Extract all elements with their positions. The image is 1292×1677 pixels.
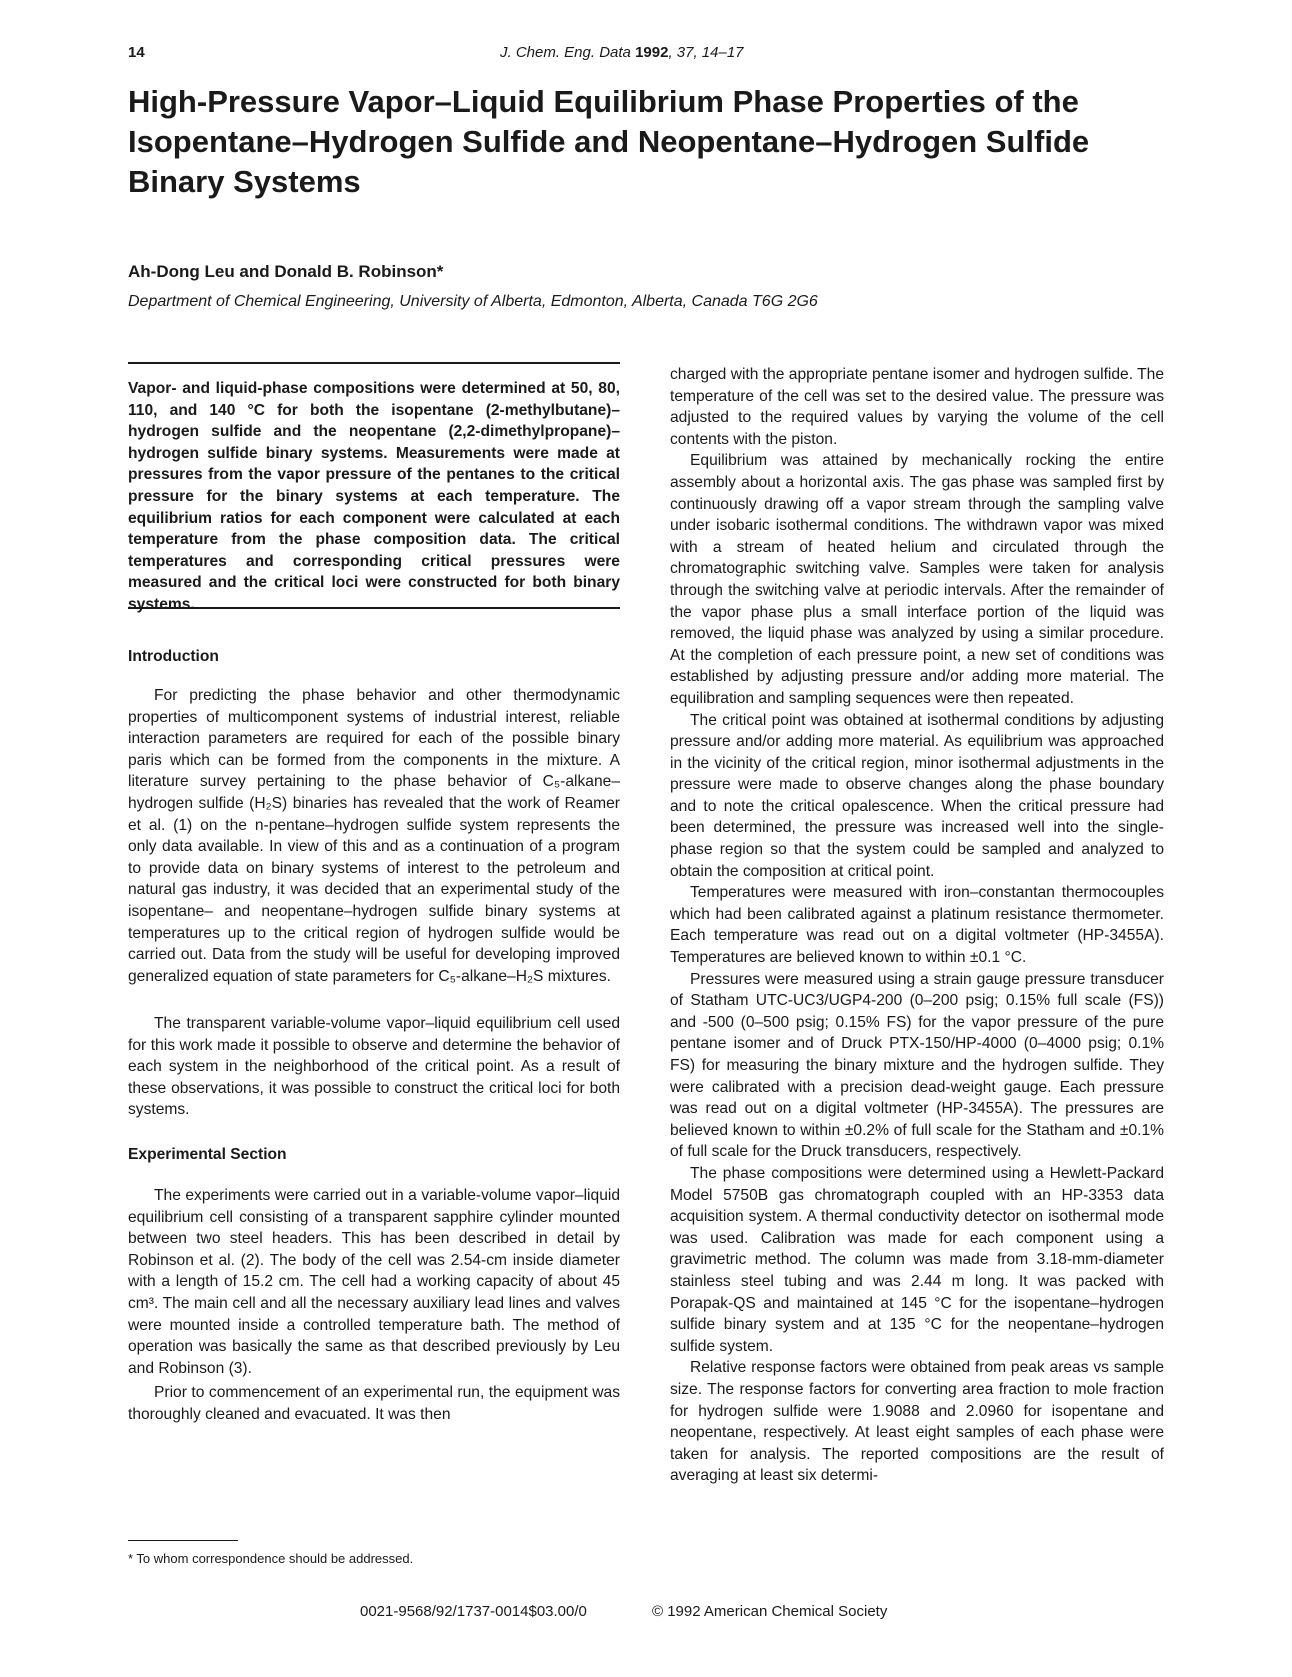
authors: Ah-Dong Leu and Donald B. Robinson* bbox=[128, 262, 444, 281]
page-number: 14 bbox=[128, 44, 145, 61]
body-paragraph: The critical point was obtained at isothermal conditions by adjusting pressure and/or adding more material. As equilibrium was approached in the vicinity of the critical region, minor isothermal adjustments in the pressure were made to observe changes along the phase boundary and to note the critical opalescence. When the critical pressure had been determined, the pressure was increased well into the single-phase region so that the system could be sampled and analyzed to obtain the composition at critical point. bbox=[670, 711, 1164, 880]
body-paragraph: Relative response factors were obtained from peak areas vs sample size. The response factors for converting area fraction to mole fraction for hydrogen sulfide were 1.9088 and 2.0960 for isopentane and neopentane, respectively. At least eight samples of each phase were taken for analysis. The reported compositions are the result of averaging at least six determi- bbox=[670, 1359, 1164, 1485]
introduction-paragraph: The transparent variable-volume vapor–liquid equilibrium cell used for this work made it possible to observe and determine the behavior of each system in the neighborhood of the critical point. As a result of these observations, it was possible to construct the critical loci for both systems. bbox=[128, 1015, 620, 1119]
body-paragraph: The phase compositions were determined using a Hewlett-Packard Model 5750B gas chromatograph coupled with an HP-3353 data acquisition system. A thermal conductivity detector on isothermal mode was used. Calibration was made for each component using a gravimetric method. The column was made from 3.18-mm-diameter stainless steel tubing and was 2.44 m long. It was packed with Porapak-QS and maintained at 145 °C for the isopentane–hydrogen sulfide binary system and at 135 °C for the neopentane–hydrogen sulfide system. bbox=[670, 1164, 1164, 1355]
footer-copyright: © 1992 American Chemical Society bbox=[652, 1603, 888, 1620]
affiliation: Department of Chemical Engineering, University of Alberta, Edmonton, Alberta, Canada T6G 2G6 bbox=[128, 293, 818, 310]
abstract: Vapor- and liquid-phase compositions were determined at 50, 80, 110, and 140 °C for both the isopentane (2-methylbutane)–hydrogen sulfide and the neopentane (2,2-dimethylpropane)–hydrogen sulfide binary systems. Measurements were made at pressures from the vapor pressure of the pentanes to the critical pressure for the binary systems at each temperature. The equilibrium ratios for each component were calculated at each temperature from the phase composition data. The critical temperatures and corresponding critical pressures were measured and the critical loci were constructed for both binary systems. bbox=[128, 380, 620, 613]
body-paragraph: Equilibrium was attained by mechanically rocking the entire assembly about a horizontal axis. The gas phase was sampled first by continuously drawing off a vapor stream through the sampling valve under isobaric isothermal conditions. The withdrawn vapor was mixed with a stream of heated helium and circulated through the chromatographic switching valve. Samples were taken for analysis through the switching valve at periodic intervals. After the remainder of the vapor phase plus a small interface portion of the liquid was removed, the liquid phase was analyzed by using a similar procedure. At the completion of each pressure point, a new set of conditions was established by adjusting pressure and/or adding more material. The equilibration and sampling sequences were then repeated. bbox=[670, 452, 1164, 707]
journal-volume-pages: , 37, 14–17 bbox=[668, 44, 744, 61]
abstract-top-rule bbox=[128, 362, 620, 364]
journal-citation bbox=[500, 44, 744, 61]
article-title: High-Pressure Vapor–Liquid Equilibrium Phase Properties of the Isopentane–Hydrogen Sulfide and Neopentane–Hydrogen Sulfide Binary Systems bbox=[128, 84, 1090, 199]
introduction-heading: Introduction bbox=[128, 648, 219, 665]
footnote-rule bbox=[128, 1540, 238, 1541]
abstract-bottom-rule bbox=[128, 607, 620, 609]
footer-code: 0021-9568/92/1737-0014$03.00/0 bbox=[360, 1603, 587, 1620]
experimental-paragraph: Prior to commencement of an experimental run, the equipment was thoroughly cleaned and evacuated. It was then bbox=[128, 1384, 620, 1423]
journal-year: 1992 bbox=[635, 44, 669, 61]
footnote: * To whom correspondence should be addressed. bbox=[128, 1551, 414, 1566]
body-paragraph: charged with the appropriate pentane isomer and hydrogen sulfide. The temperature of the cell was set to the desired value. The pressure was adjusted to the required values by varying the volume of the cell contents with the piston. bbox=[670, 366, 1164, 448]
introduction-paragraph: For predicting the phase behavior and other thermodynamic properties of multicomponent systems of industrial interest, reliable interaction parameters are required for each of the possible binary paris which can be formed from the components in the mixture. A literature survey pertaining to the phase behavior of C₅-alkane–hydrogen sulfide (H₂S) binaries has revealed that the work of Reamer et al. (1) on the n-pentane–hydrogen sulfide system represents the only data available. In view of this and as a continuation of a program to provide data on binary systems of interest to the petroleum and natural gas industry, it was decided that an experimental study of the isopentane– and neopentane–hydrogen sulfide binary systems at temperatures up to the critical region of hydrogen sulfide would be carried out. Data from the study will be useful for developing improved generalized equation of state parameters for C₅-alkane–H₂S mixtures. bbox=[128, 687, 620, 985]
right-column bbox=[670, 364, 1164, 1487]
experimental-paragraph: The experiments were carried out in a variable-volume vapor–liquid equilibrium cell consisting of a transparent sapphire cylinder mounted between two steel headers. This has been described in detail by Robinson et al. (2). The body of the cell was 2.54-cm inside diameter with a length of 15.2 cm. The cell had a working capacity of about 45 cm³. The main cell and all the necessary auxiliary lead lines and valves were mounted inside a controlled temperature bath. The method of operation was basically the same as that described previously by Leu and Robinson (3). bbox=[128, 1187, 620, 1377]
body-paragraph: Temperatures were measured with iron–constantan thermocouples which had been calibrated against a platinum resistance thermometer. Each temperature was read out on a digital voltmeter (HP-3455A). Temperatures are believed known to within ±0.1 °C. bbox=[670, 884, 1164, 967]
experimental-heading: Experimental Section bbox=[128, 1146, 287, 1163]
journal-name: J. Chem. Eng. Data bbox=[500, 44, 631, 61]
body-paragraph: Pressures were measured using a strain gauge pressure transducer of Statham UTC-UC3/UGP4-200 (0–200 psig; 0.15% full scale (FS)) and -500 (0–500 psig; 0.15% FS) for the vapor pressure of the pure pentane isomer and of Druck PTX-150/HP-4000 (0–4000 psig; 0.1% FS) for measuring the binary mixture and the hydrogen sulfide. They were calibrated with a precision dead-weight gauge. Each pressure was read out on a digital voltmeter (HP-3455A). The pressures are believed known to within ±0.2% of full scale for the Statham and ±0.1% of full scale for the Druck transducers, respectively. bbox=[670, 970, 1164, 1161]
